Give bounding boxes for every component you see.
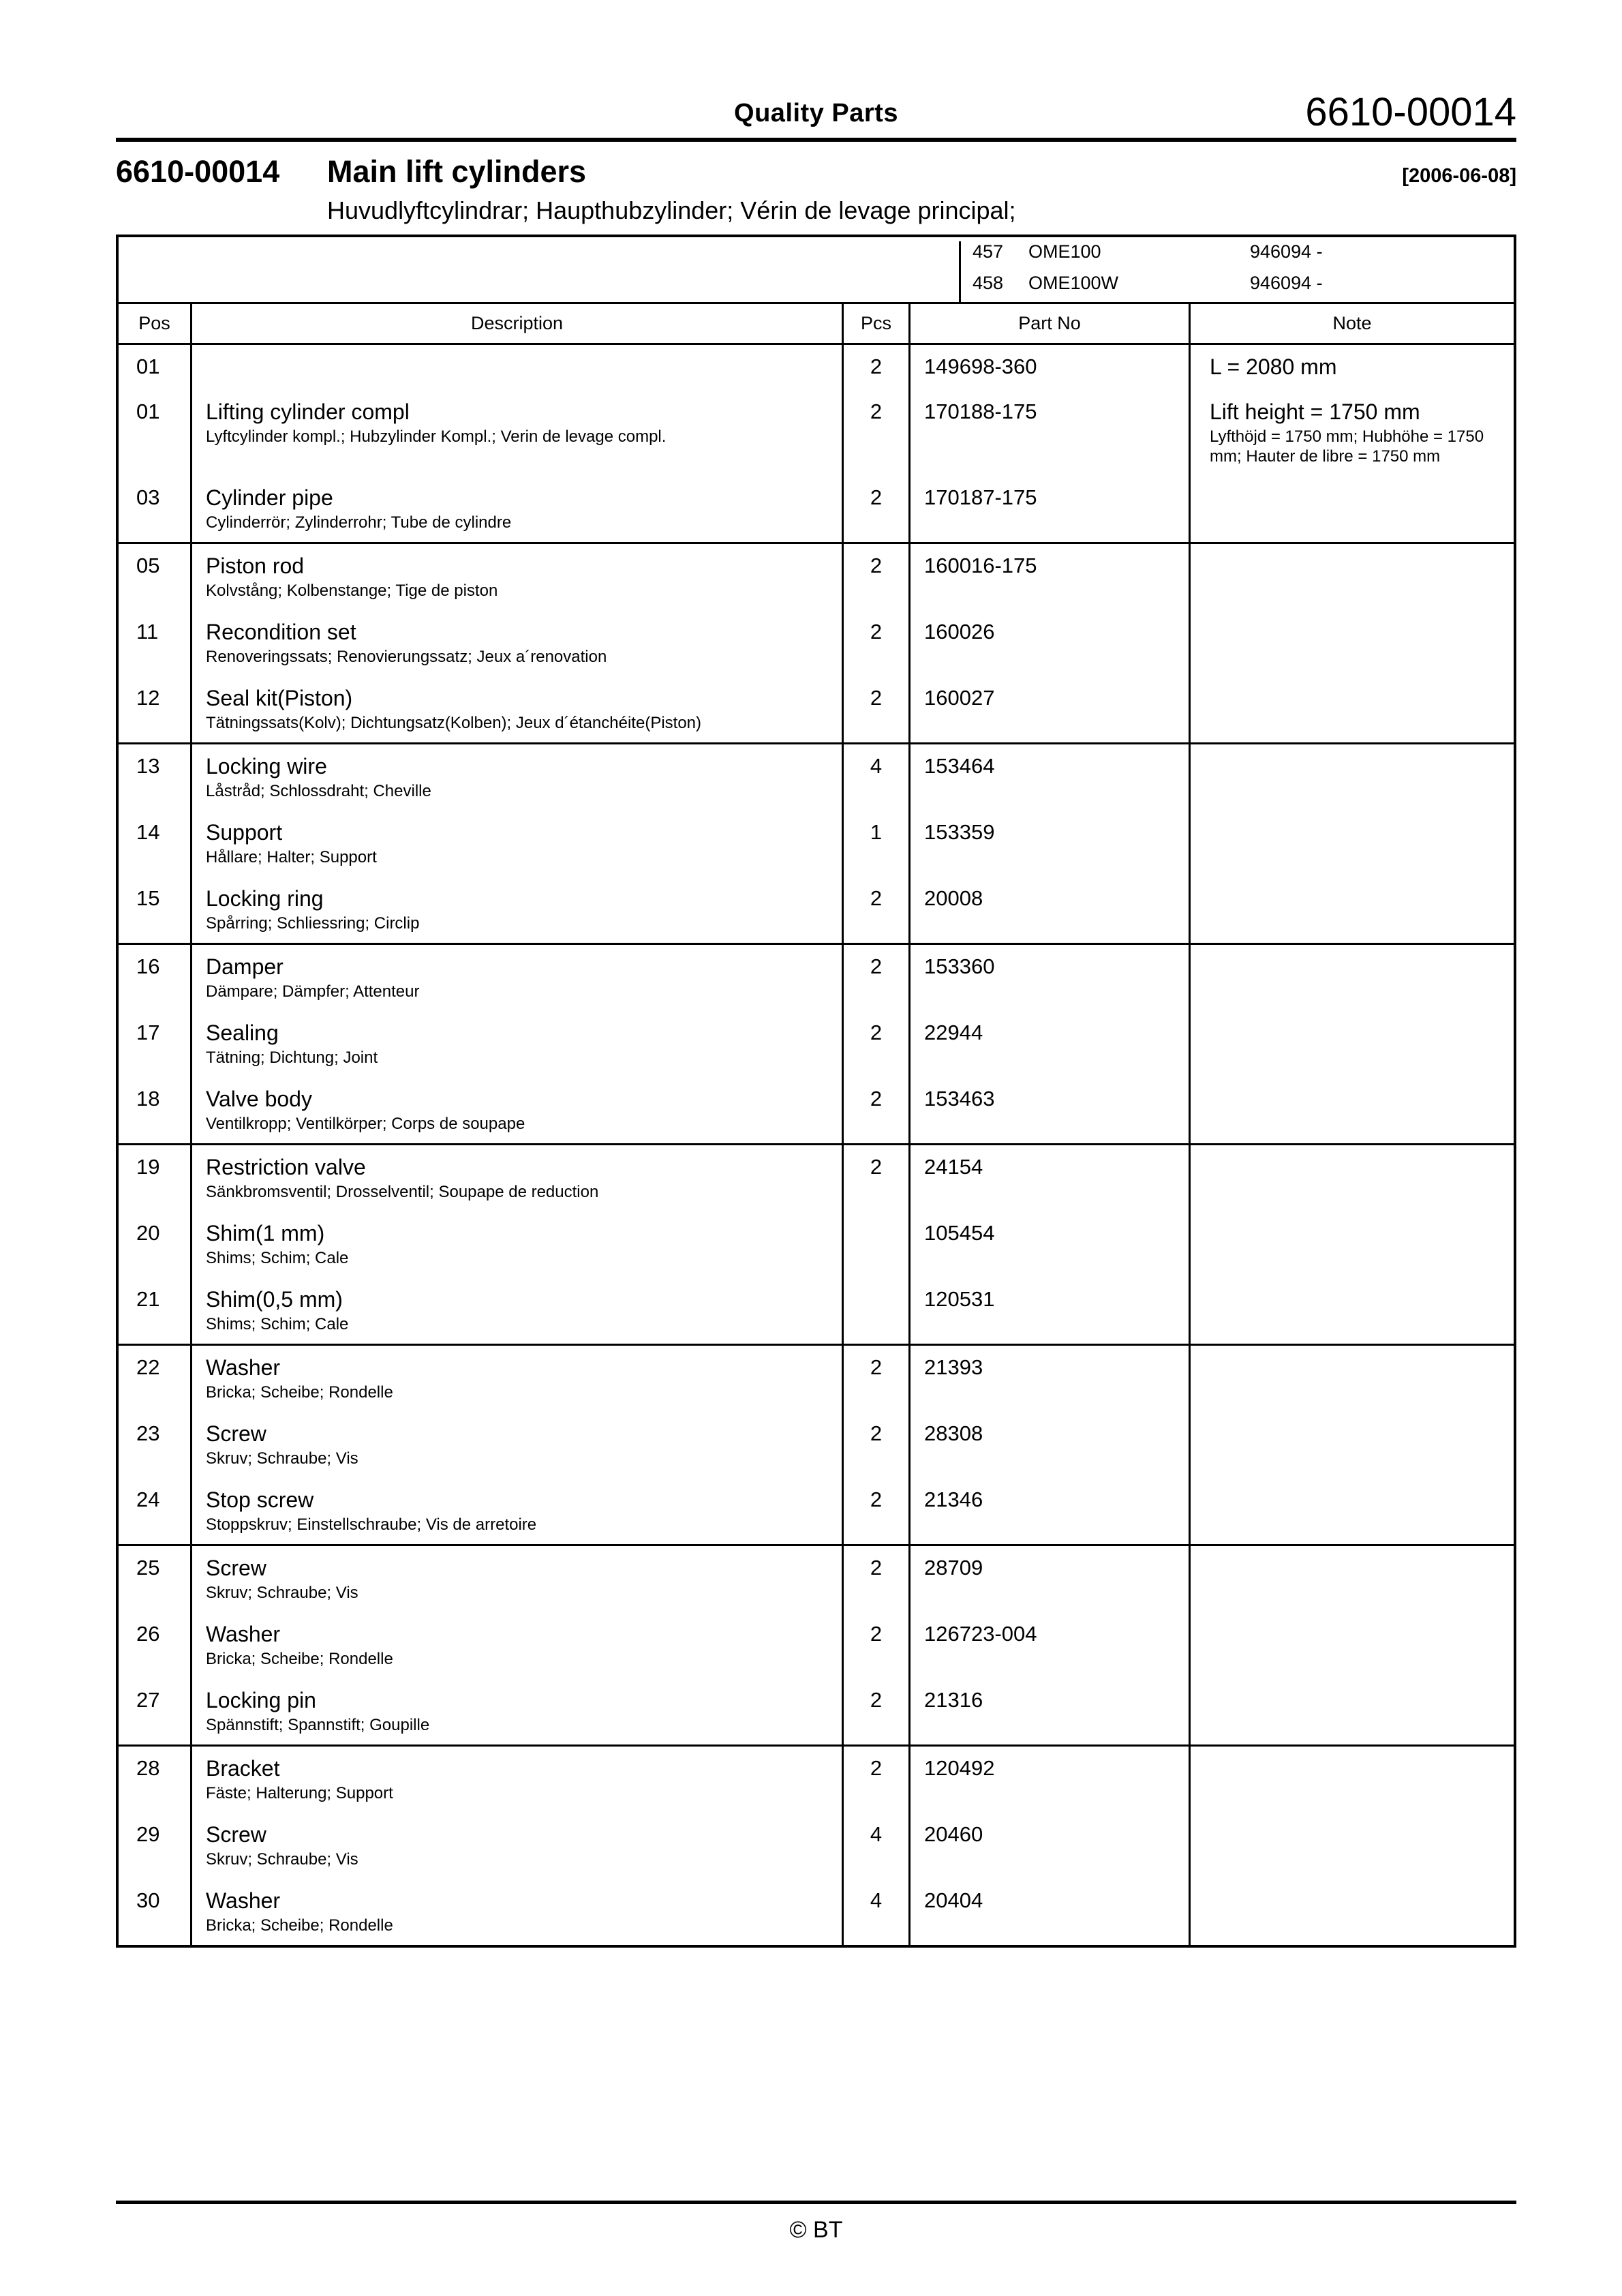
- description-sub: Fäste; Halterung; Support: [206, 1784, 393, 1802]
- pos-cell: 19: [119, 1145, 192, 1211]
- pcs-cell: 2: [844, 1412, 911, 1478]
- description-main: Restriction valve: [206, 1155, 366, 1179]
- table-row: [119, 1412, 1514, 1478]
- pos-cell: 30: [119, 1879, 192, 1945]
- description-main: Support: [206, 820, 283, 845]
- description-cell: [192, 1612, 844, 1678]
- row-group: [119, 1747, 1514, 1945]
- part-no-cell: 28308: [911, 1412, 1191, 1478]
- model-code: 457: [973, 241, 1004, 262]
- table-row: [119, 1478, 1514, 1544]
- part-no-cell: 170187-175: [911, 476, 1191, 542]
- pos-cell: 27: [119, 1678, 192, 1744]
- part-no-cell: 153463: [911, 1077, 1191, 1143]
- pos-cell: 05: [119, 544, 192, 610]
- description-sub: Cylinderrör; Zylinderrohr; Tube de cylindre: [206, 513, 512, 532]
- table-row: [119, 476, 1514, 542]
- doc-number: 6610-00014: [116, 154, 280, 189]
- row-group: [119, 1346, 1514, 1546]
- note-cell: [1191, 1813, 1514, 1879]
- description-main: Bracket: [206, 1756, 280, 1781]
- pcs-cell: 2: [844, 1747, 911, 1813]
- description-main: Lifting cylinder compl: [206, 399, 410, 424]
- header-doc-number: 6610-00014: [1305, 90, 1516, 134]
- part-no-cell: 160027: [911, 676, 1191, 742]
- table-row: [119, 811, 1514, 877]
- note-cell: [1191, 1478, 1514, 1544]
- pcs-cell: [844, 1278, 911, 1344]
- part-no-cell: 170188-175: [911, 390, 1191, 476]
- description-sub: Hållare; Halter; Support: [206, 848, 377, 866]
- description-cell: [192, 1211, 844, 1278]
- note-cell: [1191, 1412, 1514, 1478]
- pcs-cell: 2: [844, 1546, 911, 1612]
- description-cell: [192, 1412, 844, 1478]
- model-serial: 946094 -: [1250, 241, 1323, 262]
- description-main: Locking pin: [206, 1688, 316, 1712]
- note-cell: [1191, 345, 1514, 390]
- note-cell: [1191, 1678, 1514, 1744]
- model-code: 458: [973, 273, 1004, 293]
- part-no-cell: 153359: [911, 811, 1191, 877]
- note-cell: [1191, 476, 1514, 542]
- footer-copyright: © BT: [789, 2217, 843, 2243]
- description-sub: Skruv; Schraube; Vis: [206, 1584, 358, 1602]
- pos-cell: 15: [119, 877, 192, 943]
- pos-cell: 16: [119, 945, 192, 1011]
- description-sub: Spårring; Schliessring; Circlip: [206, 914, 420, 933]
- pcs-cell: 2: [844, 676, 911, 742]
- description-sub: Spännstift; Spannstift; Goupille: [206, 1716, 430, 1734]
- description-sub: Tätning; Dichtung; Joint: [206, 1048, 378, 1067]
- pcs-cell: 2: [844, 1145, 911, 1211]
- pcs-cell: 2: [844, 1612, 911, 1678]
- note-cell: [1191, 610, 1514, 676]
- table-row: [119, 676, 1514, 742]
- pos-cell: 03: [119, 476, 192, 542]
- table-row: [119, 1678, 1514, 1744]
- pos-cell: 24: [119, 1478, 192, 1544]
- description-main: Shim(1 mm): [206, 1221, 325, 1245]
- table-row: [119, 1211, 1514, 1278]
- description-cell: [192, 390, 844, 476]
- description-sub: Sänkbromsventil; Drosselventil; Soupape de reduction: [206, 1183, 599, 1201]
- doc-date: [2006-06-08]: [1402, 165, 1516, 187]
- table-row: [119, 345, 1514, 390]
- part-no-cell: 149698-360: [911, 345, 1191, 390]
- pcs-cell: 2: [844, 390, 911, 476]
- pos-cell: 14: [119, 811, 192, 877]
- header-rule: [116, 138, 1516, 142]
- pos-cell: 22: [119, 1346, 192, 1412]
- note-cell: [1191, 1879, 1514, 1945]
- title-block: [116, 154, 1516, 225]
- model-info-box: [119, 241, 1514, 304]
- description-cell: [192, 811, 844, 877]
- description-sub: Bricka; Scheibe; Rondelle: [206, 1916, 393, 1935]
- description-cell: [192, 345, 844, 390]
- description-cell: [192, 1478, 844, 1544]
- description-sub: Skruv; Schraube; Vis: [206, 1850, 358, 1869]
- part-no-cell: 153360: [911, 945, 1191, 1011]
- description-sub: Dämpare; Dämpfer; Attenteur: [206, 982, 420, 1001]
- description-main: Washer: [206, 1622, 281, 1646]
- description-cell: [192, 1278, 844, 1344]
- description-cell: [192, 476, 844, 542]
- pos-cell: 20: [119, 1211, 192, 1278]
- note-cell: [1191, 1346, 1514, 1412]
- part-no-cell: 160016-175: [911, 544, 1191, 610]
- description-sub: Shims; Schim; Cale: [206, 1249, 349, 1267]
- description-cell: [192, 610, 844, 676]
- description-main: Seal kit(Piston): [206, 686, 353, 710]
- part-no-cell: 24154: [911, 1145, 1191, 1211]
- pos-cell: 01: [119, 390, 192, 476]
- row-group: [119, 1145, 1514, 1346]
- description-main: Stop screw: [206, 1487, 314, 1512]
- pos-cell: 17: [119, 1011, 192, 1077]
- part-no-cell: 105454: [911, 1211, 1191, 1278]
- model-name: OME100W: [1028, 273, 1119, 293]
- description-sub: Ventilkropp; Ventilkörper; Corps de soupape: [206, 1115, 525, 1133]
- row-group: [119, 744, 1514, 945]
- pos-cell: 26: [119, 1612, 192, 1678]
- part-no-cell: 20460: [911, 1813, 1191, 1879]
- note-cell: [1191, 676, 1514, 742]
- pos-cell: 23: [119, 1412, 192, 1478]
- page-subtitle: Huvudlyftcylindrar; Haupthubzylinder; Vérin de levage principal;: [327, 196, 1016, 224]
- part-no-cell: 22944: [911, 1011, 1191, 1077]
- table-row: [119, 744, 1514, 811]
- pos-cell: 11: [119, 610, 192, 676]
- description-main: Damper: [206, 954, 284, 979]
- description-sub: Bricka; Scheibe; Rondelle: [206, 1383, 393, 1402]
- header-note: Note: [1332, 313, 1372, 333]
- pos-cell: 18: [119, 1077, 192, 1143]
- row-group: [119, 1546, 1514, 1747]
- table-row: [119, 1011, 1514, 1077]
- description-main: Shim(0,5 mm): [206, 1287, 343, 1312]
- row-group: [119, 544, 1514, 744]
- description-sub: Stoppskruv; Einstellschraube; Vis de arretoire: [206, 1515, 537, 1534]
- note-cell: [1191, 1612, 1514, 1678]
- pcs-cell: 2: [844, 1478, 911, 1544]
- pos-cell: 29: [119, 1813, 192, 1879]
- pos-cell: 28: [119, 1747, 192, 1813]
- description-cell: [192, 1145, 844, 1211]
- description-cell: [192, 1747, 844, 1813]
- description-sub: Bricka; Scheibe; Rondelle: [206, 1650, 393, 1668]
- table-row: [119, 1278, 1514, 1344]
- description-cell: [192, 1813, 844, 1879]
- pcs-cell: 2: [844, 945, 911, 1011]
- pcs-cell: 2: [844, 610, 911, 676]
- pcs-cell: 2: [844, 345, 911, 390]
- table-row: [119, 610, 1514, 676]
- table-row: [119, 1747, 1514, 1813]
- description-cell: [192, 945, 844, 1011]
- note-sub: Lyfthöjd = 1750 mm; Hubhöhe = 1750 mm; Hauter de libre = 1750 mm: [1210, 427, 1484, 466]
- description-cell: [192, 877, 844, 943]
- model-serial: 946094 -: [1250, 273, 1323, 293]
- pcs-cell: 4: [844, 744, 911, 811]
- description-main: Washer: [206, 1355, 281, 1380]
- part-no-cell: 160026: [911, 610, 1191, 676]
- table-row: [119, 1612, 1514, 1678]
- description-main: Screw: [206, 1421, 266, 1446]
- pos-cell: 13: [119, 744, 192, 811]
- row-group: [119, 945, 1514, 1145]
- description-sub: Renoveringssats; Renovierungssatz; Jeux a´renovation: [206, 648, 607, 666]
- pcs-cell: 2: [844, 1346, 911, 1412]
- table-row: [119, 877, 1514, 943]
- part-no-cell: 153464: [911, 744, 1191, 811]
- description-sub: Tätningssats(Kolv); Dichtungsatz(Kolben); Jeux d´étanchéite(Piston): [206, 714, 702, 732]
- parts-table-body: [119, 345, 1514, 1945]
- note-cell: [1191, 544, 1514, 610]
- part-no-cell: 28709: [911, 1546, 1191, 1612]
- description-cell: [192, 1879, 844, 1945]
- page-title: Main lift cylinders: [327, 154, 587, 189]
- description-sub: Skruv; Schraube; Vis: [206, 1449, 358, 1468]
- table-row: [119, 1813, 1514, 1879]
- table-row: [119, 1879, 1514, 1945]
- page-header: [116, 68, 1516, 134]
- description-cell: [192, 1077, 844, 1143]
- pcs-cell: 2: [844, 877, 911, 943]
- description-main: Screw: [206, 1822, 266, 1847]
- table-row: [119, 1546, 1514, 1612]
- description-main: Locking wire: [206, 754, 327, 779]
- description-cell: [192, 1011, 844, 1077]
- description-sub: Kolvstång; Kolbenstange; Tige de piston: [206, 581, 498, 600]
- table-row: [119, 390, 1514, 476]
- description-main: Recondition set: [206, 620, 356, 644]
- pcs-cell: 2: [844, 1678, 911, 1744]
- table-row: [119, 1145, 1514, 1211]
- part-no-cell: 126723-004: [911, 1612, 1191, 1678]
- description-main: Washer: [206, 1888, 281, 1913]
- note-cell: [1191, 1211, 1514, 1278]
- subtitle-indent: [116, 196, 327, 225]
- description-cell: [192, 544, 844, 610]
- header-description: Description: [192, 304, 844, 343]
- part-no-cell: 120492: [911, 1747, 1191, 1813]
- description-main: Piston rod: [206, 554, 305, 578]
- note-cell: [1191, 1077, 1514, 1143]
- part-no-cell: 20008: [911, 877, 1191, 943]
- note-cell: [1191, 1145, 1514, 1211]
- description-main: Sealing: [206, 1021, 279, 1045]
- model-row: [119, 273, 1514, 300]
- pcs-cell: 2: [844, 1077, 911, 1143]
- description-sub: Lyftcylinder kompl.; Hubzylinder Kompl.; Verin de levage compl.: [206, 427, 667, 446]
- header-part-no: Part No: [911, 304, 1191, 343]
- pcs-cell: 1: [844, 811, 911, 877]
- note-cell: [1191, 390, 1514, 476]
- table-row: [119, 544, 1514, 610]
- note-cell: [1191, 877, 1514, 943]
- description-sub: Låstråd; Schlossdraht; Cheville: [206, 782, 431, 800]
- note-cell: [1191, 811, 1514, 877]
- description-cell: [192, 1546, 844, 1612]
- note-main: L = 2080 mm: [1210, 354, 1337, 379]
- row-group: [119, 345, 1514, 544]
- pcs-cell: 2: [844, 476, 911, 542]
- pos-cell: 21: [119, 1278, 192, 1344]
- model-row: [119, 241, 1514, 269]
- pcs-cell: 2: [844, 544, 911, 610]
- pcs-cell: 2: [844, 1011, 911, 1077]
- model-name: OME100: [1028, 241, 1101, 262]
- note-cell: [1191, 945, 1514, 1011]
- pos-cell: 01: [119, 345, 192, 390]
- description-cell: [192, 676, 844, 742]
- description-sub: Shims; Schim; Cale: [206, 1315, 349, 1333]
- part-no-cell: 21316: [911, 1678, 1191, 1744]
- description-cell: [192, 744, 844, 811]
- note-cell: [1191, 744, 1514, 811]
- note-main: Lift height = 1750 mm: [1210, 399, 1420, 424]
- pcs-cell: 4: [844, 1879, 911, 1945]
- description-main: Screw: [206, 1556, 266, 1580]
- header-pcs: Pcs: [844, 304, 911, 343]
- pcs-cell: 4: [844, 1813, 911, 1879]
- footer-rule: [116, 2201, 1516, 2204]
- header-center-title: Quality Parts: [734, 99, 898, 127]
- description-cell: [192, 1678, 844, 1744]
- note-cell: [1191, 1747, 1514, 1813]
- header-pos: Pos: [119, 304, 192, 343]
- pos-cell: 25: [119, 1546, 192, 1612]
- pcs-cell: [844, 1211, 911, 1278]
- part-no-cell: 20404: [911, 1879, 1191, 1945]
- table-header-row: [119, 304, 1514, 345]
- part-no-cell: 120531: [911, 1278, 1191, 1344]
- part-no-cell: 21346: [911, 1478, 1191, 1544]
- description-main: Locking ring: [206, 886, 324, 911]
- note-cell: [1191, 1546, 1514, 1612]
- table-row: [119, 1346, 1514, 1412]
- table-row: [119, 1077, 1514, 1143]
- description-main: Valve body: [206, 1087, 312, 1111]
- note-cell: [1191, 1278, 1514, 1344]
- note-cell: [1191, 1011, 1514, 1077]
- table-row: [119, 945, 1514, 1011]
- parts-table: [116, 235, 1516, 1948]
- description-cell: [192, 1346, 844, 1412]
- part-no-cell: 21393: [911, 1346, 1191, 1412]
- description-main: Cylinder pipe: [206, 485, 333, 510]
- pos-cell: 12: [119, 676, 192, 742]
